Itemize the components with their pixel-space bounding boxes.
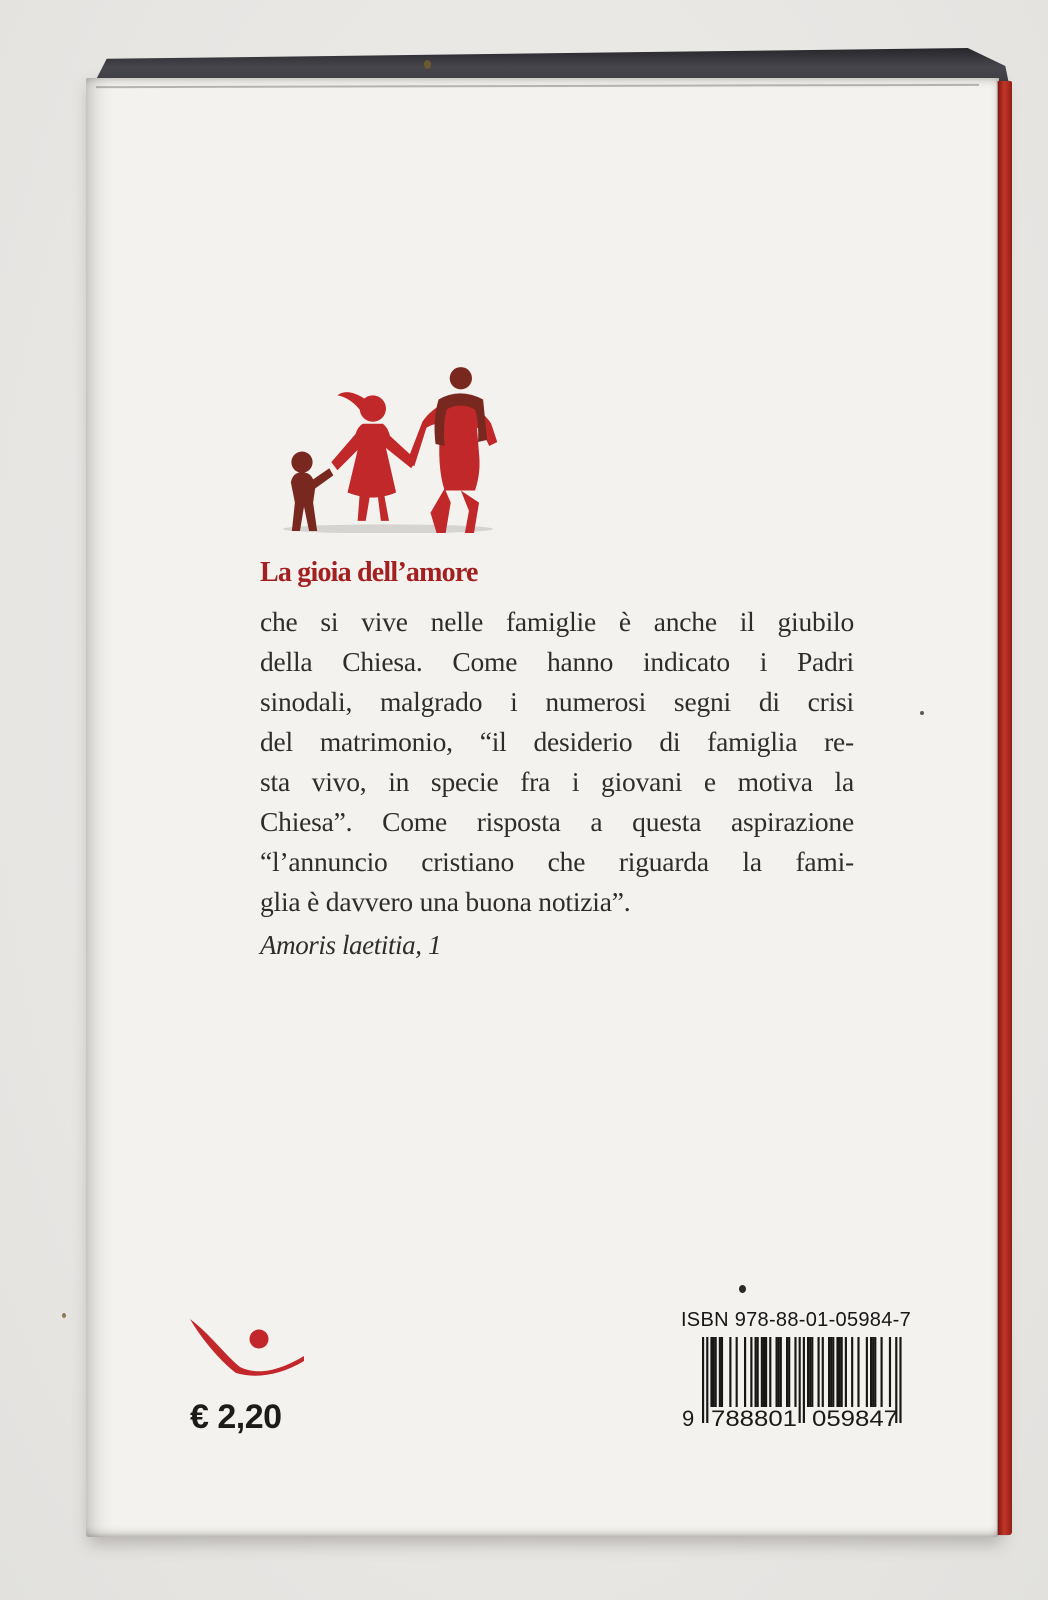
logo-dot — [250, 1330, 269, 1349]
logo-swoosh — [190, 1319, 304, 1376]
dust-speck — [920, 711, 924, 715]
dust-speck — [62, 1313, 66, 1318]
dust-speck — [739, 1285, 746, 1293]
family-icon — [276, 361, 502, 533]
blurb-line: del matrimonio, “il desiderio di famiglia re- — [260, 726, 854, 757]
blurb-line: della Chiesa. Come hanno indicato i Padri — [260, 646, 854, 677]
barcode-digits: 9 — [682, 1406, 695, 1431]
blurb-line: che si vive nelle famiglie è anche il giubilo — [260, 606, 854, 637]
blurb-line: Chiesa”. Come risposta a questa aspirazione — [260, 806, 854, 837]
mother-figure — [331, 392, 416, 521]
book-title: La gioia dell’amore — [260, 557, 478, 588]
dust-speck — [424, 60, 431, 69]
blurb-line: sinodali, malgrado i numerosi segni di crisi — [260, 686, 854, 717]
barcode — [680, 1334, 912, 1434]
book-spine — [998, 81, 1012, 1535]
book — [86, 48, 1012, 1542]
child-figure — [291, 452, 333, 531]
publisher-logo-icon — [186, 1316, 308, 1384]
citation: Amoris laetitia, 1 — [260, 930, 442, 960]
barcode-digits: 788801 — [711, 1406, 797, 1431]
blurb-line: sta vivo, in specie fra i giovani e motiva la — [260, 766, 854, 797]
isbn-label: ISBN 978-88-01-05984-7 — [680, 1309, 912, 1331]
blurb-line: “l’annuncio cristiano che riguarda la fami- — [260, 846, 854, 877]
price-label: € 2,20 — [190, 1398, 282, 1436]
back-cover — [86, 78, 999, 1537]
barcode-digits: 059847 — [812, 1406, 898, 1431]
book-blurb — [260, 602, 854, 922]
blurb-line: glia è davvero una buona notizia”. — [260, 886, 631, 917]
ean13-barcode-svg — [680, 1334, 912, 1434]
cover-top-crease — [96, 84, 979, 88]
